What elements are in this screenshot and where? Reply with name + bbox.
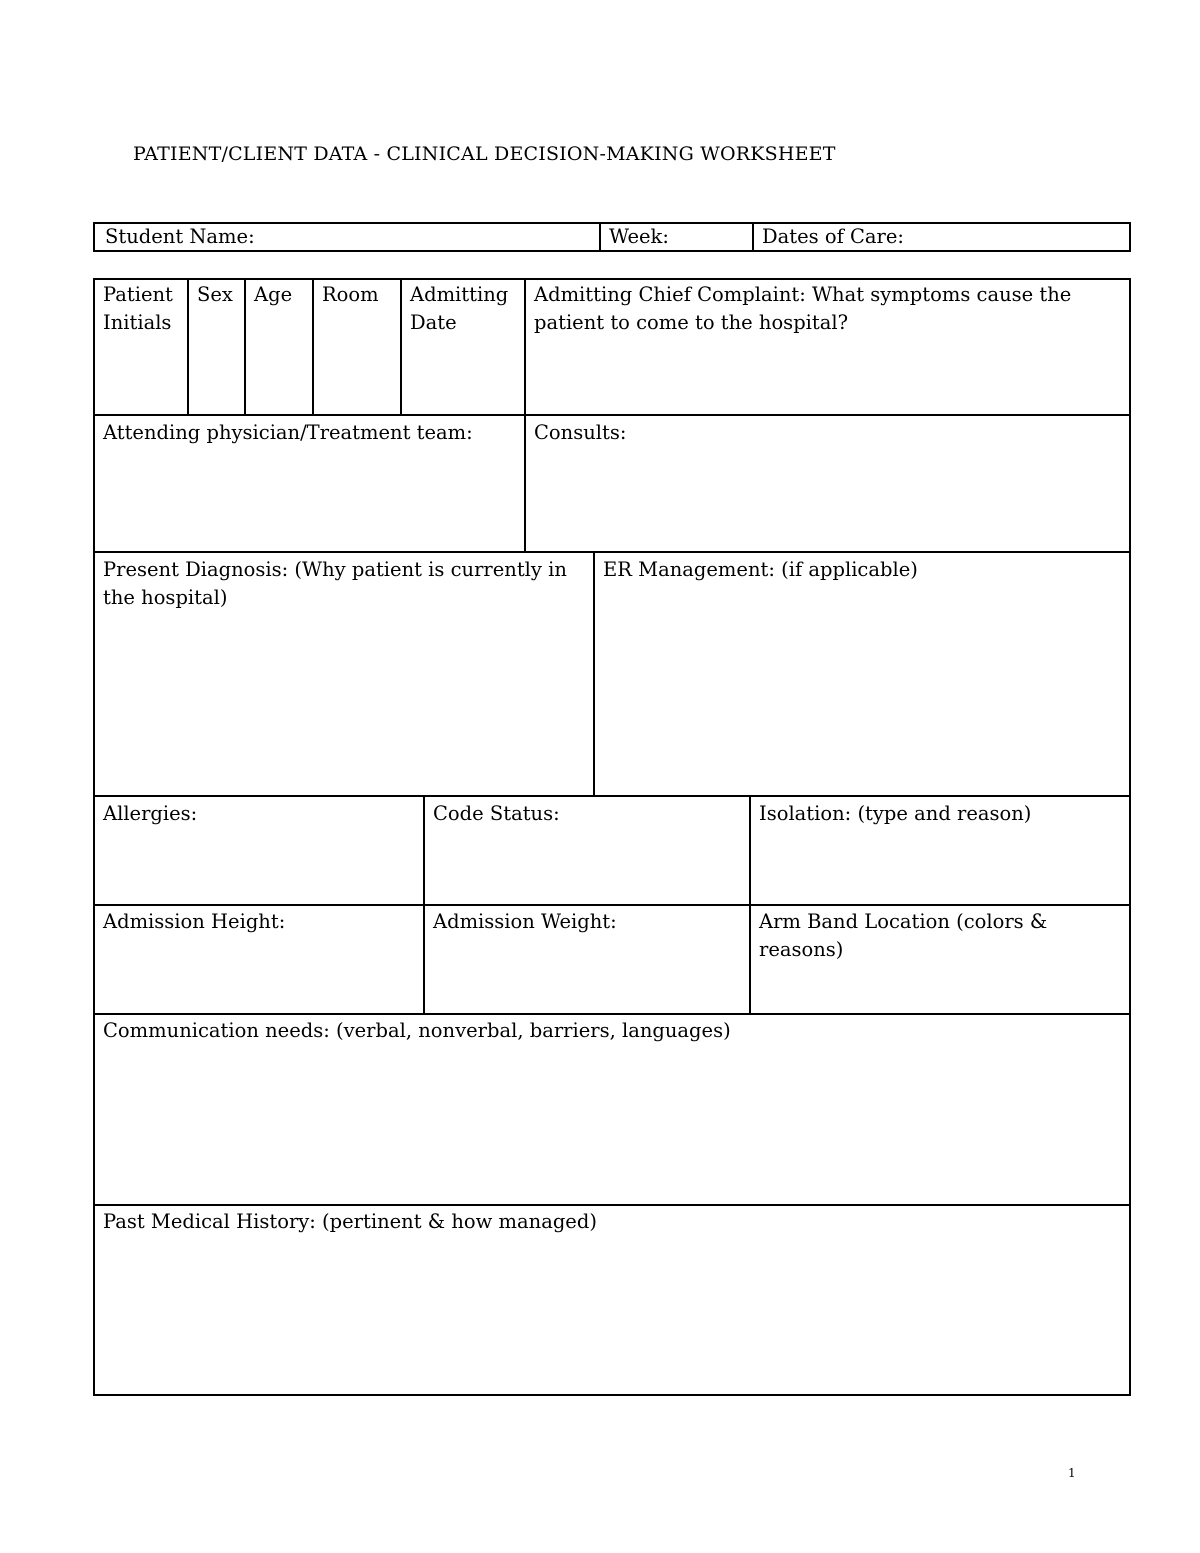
er-management-field[interactable]: ER Management: (if applicable) xyxy=(603,558,918,581)
divider xyxy=(95,904,1129,906)
patient-data-table xyxy=(93,278,1131,1396)
allergies-field[interactable]: Allergies: xyxy=(103,802,198,825)
divider xyxy=(95,1013,1129,1015)
divider xyxy=(95,795,1129,797)
age-field[interactable]: Age xyxy=(254,283,293,306)
admission-weight-field[interactable]: Admission Weight: xyxy=(433,910,617,933)
code-status-field[interactable]: Code Status: xyxy=(433,802,560,825)
student-name-field[interactable]: Student Name: xyxy=(105,225,255,248)
arm-band-location-field[interactable]: Arm Band Location (colors & reasons) xyxy=(759,910,1048,961)
admitting-date-field[interactable]: Admitting Date xyxy=(410,283,509,334)
page-number: 1 xyxy=(1068,1466,1076,1480)
chief-complaint-field[interactable]: Admitting Chief Complaint: What symptoms cause the patient to come to the hospital? xyxy=(534,283,1072,334)
dates-of-care-field[interactable]: Dates of Care: xyxy=(762,225,904,248)
room-field[interactable]: Room xyxy=(322,283,379,306)
divider xyxy=(95,1204,1129,1206)
divider xyxy=(95,414,1129,416)
attending-physician-field[interactable]: Attending physician/Treatment team: xyxy=(103,421,473,444)
consults-field[interactable]: Consults: xyxy=(534,421,627,444)
divider xyxy=(95,551,1129,553)
page-title: PATIENT/CLIENT DATA - CLINICAL DECISION-MAKING WORKSHEET xyxy=(133,143,836,165)
communication-needs-field[interactable]: Communication needs: (verbal, nonverbal, barriers, languages) xyxy=(103,1019,731,1042)
present-diagnosis-field[interactable]: Present Diagnosis: (Why patient is currently in the hospital) xyxy=(103,558,567,609)
sex-field[interactable]: Sex xyxy=(197,283,233,306)
week-field[interactable]: Week: xyxy=(609,225,669,248)
isolation-field[interactable]: Isolation: (type and reason) xyxy=(759,802,1032,825)
student-info-table xyxy=(93,222,1131,252)
patient-initials-field[interactable]: Patient Initials xyxy=(103,283,173,334)
admission-height-field[interactable]: Admission Height: xyxy=(103,910,286,933)
past-medical-history-field[interactable]: Past Medical History: (pertinent & how managed) xyxy=(103,1210,597,1233)
